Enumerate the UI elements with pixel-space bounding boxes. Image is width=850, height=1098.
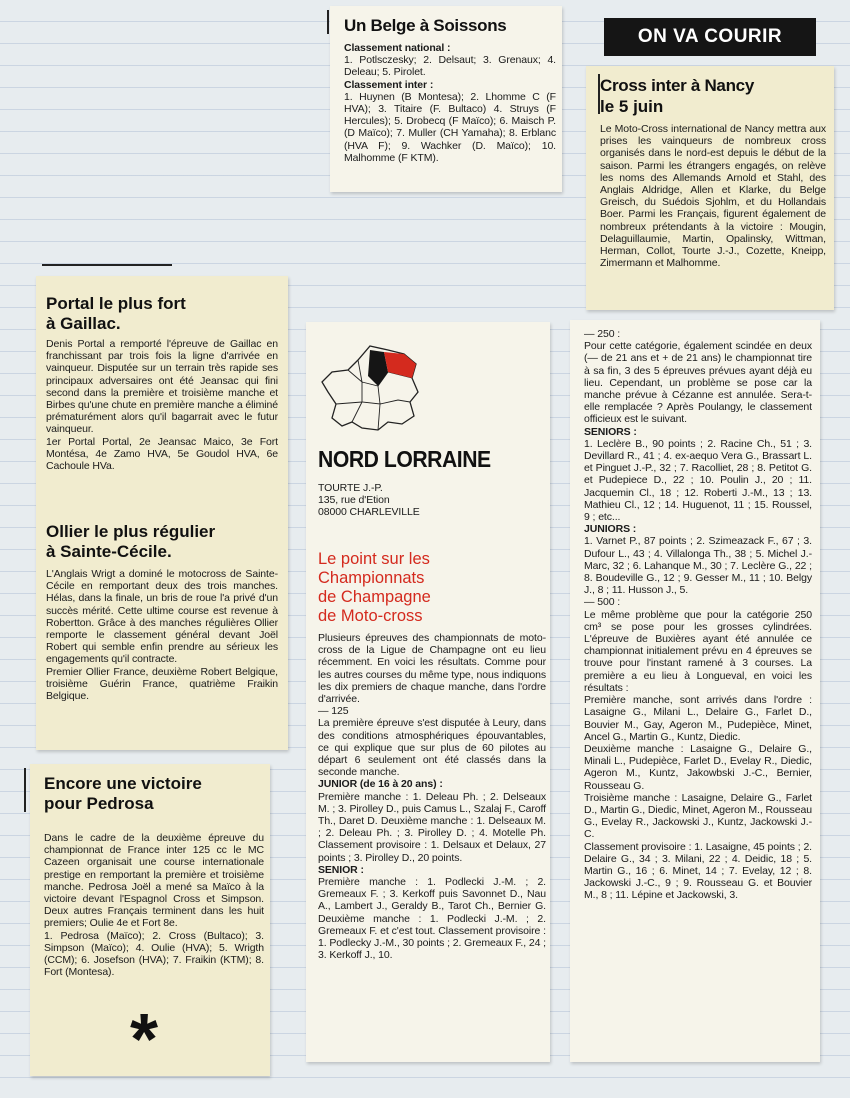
- national-label: Classement national :: [344, 42, 451, 54]
- headline-line2: à Sainte-Cécile.: [46, 542, 172, 561]
- category-500-heading: — 500 :: [584, 596, 621, 609]
- senior-heading: SENIOR :: [318, 863, 364, 876]
- address-line2: 08000 CHARLEVILLE: [318, 506, 420, 519]
- category-125-text: La première épreuve s'est disputée à Leury, dans des conditions atmosphériques épouvantables, ce qui explique que sur plus de 60 pilotes au départ 6 seulement ont été classés dans la seconde manche.: [318, 717, 546, 779]
- divider: [42, 264, 172, 266]
- article-text: Denis Portal a remporté l'épreuve de Gaillac en franchissant par trois fois la ligne d'arrivée en vainqueur. Disputée sur un terrain très rapide ses principaux adversaires ont été Jeansac qui fini second dans la première et troisième manche et Birbes qu'une chute en première manche a éliminé prématurément alors qu'il bagarrait avec le futur vainqueur.: [46, 338, 278, 436]
- provisional-standings: Classement provisoire : 1. Lasaigne, 45 points ; 2. Delaire G., 34 ; 3. Milani, 22 ; 4. Deidic, 18 ; 5. Martin G., 16 ; 6. Minet, 14 ; 7. Evelay, 12 ; 8. Jackowski J.-C., 9 ; 9. Rousseau G. et Bouvier M., 8 ; 11. Lépine et Jackowski, 3.: [584, 840, 812, 902]
- france-map-icon: [318, 342, 428, 436]
- region-title: NORD LORRAINE: [318, 446, 491, 472]
- headline-line2: le 5 juin: [600, 97, 664, 116]
- headline: Un Belge à Soissons: [344, 16, 507, 35]
- clipping-gaillac-cecile: [36, 276, 288, 750]
- inter-label: Classement inter :: [344, 78, 434, 91]
- results: 1er Portal Portal, 2e Jeansac Maico, 3e Fort Montésa, 4e Zamo HVA, 5e Goudol HVA, 6e Cachoule HVa.: [46, 435, 278, 473]
- section-banner: ON VA COURIR: [604, 18, 816, 56]
- headline-line4: de Moto-cross: [318, 607, 423, 625]
- headline-line1: Le point sur les: [318, 550, 430, 568]
- headline-line1: Encore une victoire: [44, 774, 202, 793]
- headline-line1: Portal le plus fort: [46, 294, 186, 313]
- article-text: L'Anglais Wrigt a dominé le motocross de Sainte-Cécile en remportant deux des trois manches. Hélas, dans la finale, un bris de roue l'a privé d'un succès mérité. Cette ultime course est revenue à Robertton. Grâce à des manches régulières Ollier remporte le classement général devant Joël Robert qui semble enfin prendre au sérieux les engagements qu'il contracte.: [46, 568, 278, 666]
- third-heat-results: Troisième manche : Lasaigne, Delaire G., Farlet D., Martin G., Diedic, Minet, Ageron M., Rousseau G., Evelay R., Jackowski J., Kuntz, Jackowski J.-C.: [584, 791, 812, 841]
- asterisk-mark: *: [130, 1000, 159, 1076]
- national-results: 1. Potlsczesky; 2. Delsaut; 3. Grenaux; 4. Deleau; 5. Pirolet.: [344, 54, 556, 79]
- inter-results: 1. Huynen (B Montesa); 2. Lhomme C (F HVA); 3. Titaire (F. Bultaco) 4. Struys (F Hercules); 5. Drobecq (F Maïco); 6. Maisch P. (D Maïco); 7. Muller (CH Yamaha); 8. Erblanc (HVA F); 9. Wachker (D. Maïco); 10. Malhomme (F KTM).: [344, 90, 556, 164]
- seniors-heading: SENIORS :: [584, 425, 637, 438]
- address-line1: 135, rue d'Etion: [318, 494, 390, 507]
- junior-results: Première manche : 1. Deleau Ph. ; 2. Delseaux M. ; 3. Pirolley D., puis Camus L., Szalaj F., Caroff Th., Daret D. Deuxième manche : 1. Delseaux M. ; 2. Deleau Ph. ; 3. Pirolley D. ; 4. Motelle Ph. Classement provisoire : 1. Delsaux et Delaux, 27 points ; 3. Pirolley D., 20 points.: [318, 790, 546, 864]
- clipping-250-500: [570, 320, 820, 1062]
- headline-line2: Championnats: [318, 569, 425, 587]
- correspondent-name: TOURTE J.-P.: [318, 482, 383, 494]
- article-text: Dans le cadre de la deuxième épreuve du championnat de France inter 125 cc le MC Cazeen organisait une course internationale prestige en remportant la première et troisième manche. Pedrosa Joël a mené sa Maïco à la victoire devant l'Espagnol Cross et Simpson. Deux autres Français terminent dans les huit premiers; Oulie 4e et Fort 8e.: [44, 832, 264, 930]
- clipping-belge-soissons: [330, 6, 562, 192]
- results: Premier Ollier France, deuxième Robert Belgique, troisième Guérin France, quatrième Fraikin Belgique.: [46, 665, 278, 703]
- divider: [598, 74, 600, 114]
- juniors-heading: JUNIORS :: [584, 523, 637, 536]
- junior-heading: JUNIOR (de 16 à 20 ans) :: [318, 778, 443, 791]
- headline-line1: Cross inter à Nancy: [600, 76, 754, 95]
- category-250-text: Pour cette catégorie, également scindée en deux (— de 21 ans et + de 21 ans) le championnat tire à sa fin, 3 des 5 épreuves prévues ayant déjà eu lieu. Cependant, un problème se pose car la manche prévue à Cézanne est annulée. Sera-t-elle remplacée ? Après Poulangy, le classement officieux est le suivant.: [584, 340, 812, 426]
- category-125-heading: — 125: [318, 705, 349, 718]
- category-250-heading: — 250 :: [584, 328, 621, 340]
- divider: [24, 768, 26, 812]
- results: 1. Pedrosa (Maïco); 2. Cross (Bultaco); 3. Simpson (Maïco); 4. Oulie (HVA); 5. Wrigth (CCM); 6. Josefson (HVA); 7. Fraikin (KTM); 8. Fort (Montesa).: [44, 929, 264, 979]
- headline-line3: de Champagne: [318, 588, 431, 606]
- category-500-text: Le même problème que pour la catégorie 250 cm³ se pose pour les grosses cylindrées. L'épreuve de Buxières ayant été annulée ce championnat initialement prévu en 4 épreuves se trouve pour l'instant ramené à 3 courses. La première a eu lieu à Longueval, en voici les résultats :: [584, 608, 812, 694]
- article-text: Le Moto-Cross international de Nancy mettra aux prises les vainqueurs de nombreux cross organisés dans le nord-est depuis le début de la saison. Parmi les étrangers engagés, on relève les noms des Allemands Arnold et Stahl, des Anglais Aldridge, Allen et Klarke, du Belge Greisch, du Suédois Sjohlm, et du Hollandais Boer. Parmi les Français, figurent également de nombreux prétendants à la victoire : Mougin, Delaguillaumie, Martin, Opalinsky, Wittman, Herman, Collot, Tourte J.-J., Cozette, Kneipp, Zimermann et Malhomme.: [600, 123, 826, 270]
- clip-mark: [327, 10, 329, 34]
- first-heat-results: Première manche, sont arrivés dans l'ordre : Lasaigne G., Milani L., Delaire G., Farlet D., Bouvier M., Gay, Ageron M., Pudepièce, Minet, Ancel G., Martin G., Kuntz, Diedic.: [584, 694, 812, 743]
- senior-results: Première manche : 1. Podlecki J.-M. ; 2. Gremeaux F. ; 3. Kerkoff puis Savonnet D., Nau A., Lambert J., Geraldy B., Tarot Ch., Bernier G. Deuxième manche : 1. Podlecki J.-M. ; 2. Gremeaux F. et c'est tout. Classement provisoire : 1. Podlecky J.-M., 30 points ; 2. Gremeaux F., 24 ; 3. Kerkoff J., 10.: [318, 876, 546, 962]
- seniors-results: 1. Leclère B., 90 points ; 2. Racine Ch., 51 ; 3. Devillard R., 41 ; 4. ex-aequo Vera G., Brassart L. et Pinguet J.-P., 32 ; 7. Racolliet, 28 ; 8. Petitot G. et Pudepiece D., 22 ; 10. Poulin J., 20 ; 11. Jacquemin Cl., 18 ; 12. Roberti J.-M., 13 ; 13. Mathieu Cl., 12 ; 14. Huguenot, 11 ; 15. Roussel, 9 ; etc...: [584, 437, 812, 524]
- clipping-nancy: [586, 66, 834, 310]
- juniors-results: 1. Varnet P., 87 points ; 2. Szimeazack F., 67 ; 3. Dufour L., 43 ; 4. Villalonga Th., 38 ; 5. Michel J.-Marc, 32 ; 6. Lahanque M., 30 ; 7. Leclère G., 22 ; 8. Boudeville G., 12 ; 9. Gesser M., 11 ; 10. Belgy J., 8 ; 11. Husson J., 5.: [584, 535, 812, 597]
- second-heat-results: Deuxième manche : Lasaigne G., Delaire G., Minali L., Pudepièce, Farlet D., Evelay R., Diedic, Ageron M., Kuntz, Jakowbski J.-C., Bernier, Rousseau G.: [584, 742, 812, 792]
- headline-line2: à Gaillac.: [46, 314, 121, 333]
- headline-line1: Ollier le plus régulier: [46, 522, 216, 541]
- clipping-champagne: [306, 322, 550, 1062]
- intro-text: Plusieurs épreuves des championnats de moto-cross de la Ligue de Champagne ont eu lieu récemment. En voici les résultats. Comme pour les autres courses du même type, nous indiquons les dix premiers de chaque manche, dans l'ordre d'arrivée.: [318, 632, 546, 706]
- clipping-pedrosa: [30, 764, 270, 1076]
- headline-line2: pour Pedrosa: [44, 794, 154, 813]
